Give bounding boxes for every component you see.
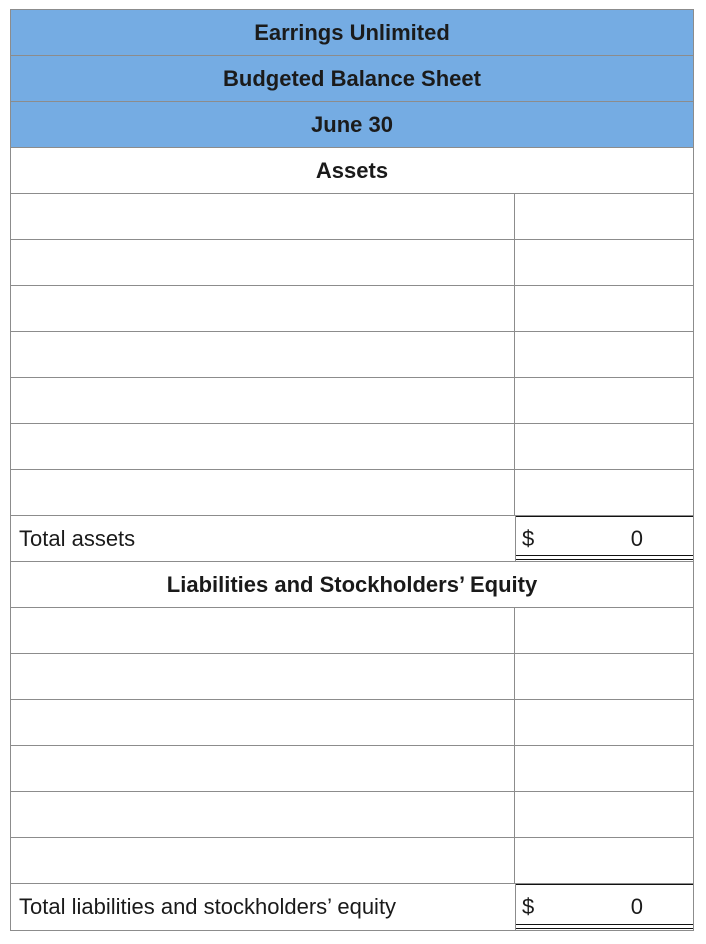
asset-row xyxy=(11,470,693,516)
asset-row xyxy=(11,424,693,470)
total-liabilities-equity-amount xyxy=(515,884,693,930)
liability-amount-cell xyxy=(515,838,693,883)
total-assets-currency: $ xyxy=(522,525,535,551)
asset-label-cell xyxy=(11,424,515,469)
liability-row xyxy=(11,654,693,700)
total-liabilities-equity-label: Total liabilities and stockholders’ equity xyxy=(19,894,397,919)
total-liabilities-double-rule xyxy=(516,924,693,929)
liability-label-cell xyxy=(11,792,515,837)
liability-label-cell xyxy=(11,654,515,699)
total-assets-top-rule xyxy=(516,516,693,517)
liability-amount-input[interactable] xyxy=(515,700,693,745)
liability-row xyxy=(11,838,693,884)
asset-row xyxy=(11,332,693,378)
liability-label-input[interactable] xyxy=(19,792,514,837)
asset-amount-cell xyxy=(515,286,693,331)
statement-title: Budgeted Balance Sheet xyxy=(11,56,693,102)
asset-amount-cell xyxy=(515,378,693,423)
asset-amount-input[interactable] xyxy=(515,378,693,423)
asset-label-cell xyxy=(11,378,515,423)
asset-label-input[interactable] xyxy=(19,286,514,331)
liability-amount-input[interactable] xyxy=(515,654,693,699)
asset-row xyxy=(11,378,693,424)
liability-amount-input[interactable] xyxy=(515,746,693,791)
liability-amount-cell xyxy=(515,792,693,837)
asset-amount-input[interactable] xyxy=(515,470,693,515)
asset-amount-input[interactable] xyxy=(515,332,693,377)
asset-label-input[interactable] xyxy=(19,424,514,469)
liability-amount-cell xyxy=(515,700,693,745)
liability-amount-cell xyxy=(515,608,693,653)
liability-amount-input[interactable] xyxy=(515,608,693,653)
liability-amount-input[interactable] xyxy=(515,792,693,837)
asset-amount-input[interactable] xyxy=(515,424,693,469)
company-name: Earrings Unlimited xyxy=(11,10,693,56)
assets-heading: Assets xyxy=(11,148,693,194)
asset-amount-cell xyxy=(515,424,693,469)
asset-label-cell xyxy=(11,470,515,515)
total-assets-value: 0 xyxy=(630,525,643,551)
total-assets-amount xyxy=(515,516,693,561)
asset-amount-input[interactable] xyxy=(515,286,693,331)
asset-rows xyxy=(11,194,693,516)
liability-label-input[interactable] xyxy=(19,654,514,699)
liability-row xyxy=(11,792,693,838)
total-liabilities-top-rule xyxy=(516,884,693,885)
liability-row xyxy=(11,608,693,654)
asset-label-input[interactable] xyxy=(19,240,514,285)
total-assets-double-rule xyxy=(516,555,693,560)
liability-label-input[interactable] xyxy=(19,608,514,653)
asset-amount-cell xyxy=(515,240,693,285)
asset-label-input[interactable] xyxy=(19,470,514,515)
total-assets-label: Total assets xyxy=(19,525,136,551)
asset-amount-cell xyxy=(515,470,693,515)
total-liabilities-value: 0 xyxy=(630,894,643,919)
liability-label-cell xyxy=(11,608,515,653)
total-assets-row xyxy=(11,516,693,562)
liabilities-equity-heading: Liabilities and Stockholders’ Equity xyxy=(11,562,693,608)
liability-label-cell xyxy=(11,700,515,745)
budgeted-balance-sheet xyxy=(10,9,694,931)
asset-amount-input[interactable] xyxy=(515,240,693,285)
asset-label-input[interactable] xyxy=(19,194,514,239)
asset-label-input[interactable] xyxy=(19,378,514,423)
liability-row xyxy=(11,746,693,792)
liability-rows xyxy=(11,608,693,884)
asset-row xyxy=(11,240,693,286)
asset-row xyxy=(11,286,693,332)
liability-label-cell xyxy=(11,838,515,883)
asset-amount-input[interactable] xyxy=(515,194,693,239)
asset-label-cell xyxy=(11,332,515,377)
liability-label-cell xyxy=(11,746,515,791)
asset-label-cell xyxy=(11,240,515,285)
asset-amount-cell xyxy=(515,332,693,377)
liability-amount-cell xyxy=(515,746,693,791)
asset-label-cell xyxy=(11,194,515,239)
liability-label-input[interactable] xyxy=(19,700,514,745)
liability-row xyxy=(11,700,693,746)
asset-label-input[interactable] xyxy=(19,332,514,377)
asset-row xyxy=(11,194,693,240)
liability-amount-input[interactable] xyxy=(515,838,693,883)
total-liabilities-currency: $ xyxy=(522,894,535,919)
asset-amount-cell xyxy=(515,194,693,239)
statement-date: June 30 xyxy=(11,102,693,148)
total-liabilities-equity-row xyxy=(11,884,693,930)
liability-label-input[interactable] xyxy=(19,746,514,791)
liability-amount-cell xyxy=(515,654,693,699)
liability-label-input[interactable] xyxy=(19,838,514,883)
asset-label-cell xyxy=(11,286,515,331)
